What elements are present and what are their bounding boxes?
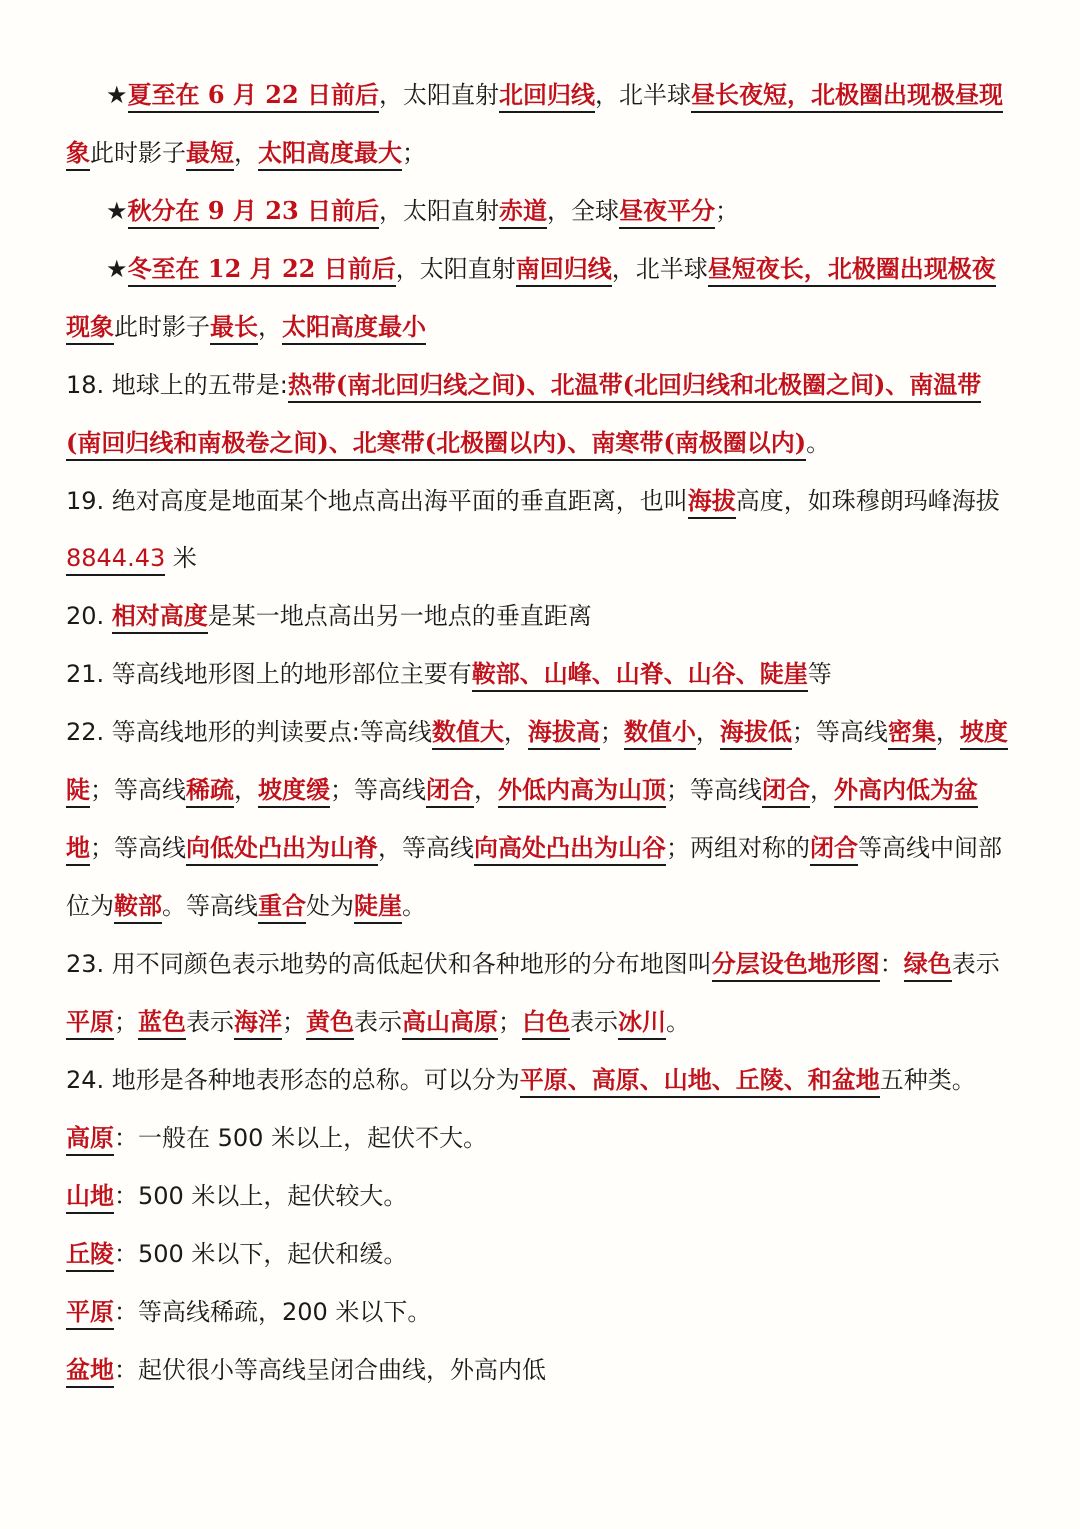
paragraph [66, 472, 1016, 587]
body-text: ★ [106, 197, 128, 225]
highlighted-term: 相对高度 [112, 601, 208, 634]
highlighted-term: 南回归线 [516, 254, 612, 287]
body-text: 23. 用不同颜色表示地势的高低起伏和各种地形的分布地图叫 [66, 950, 712, 978]
highlighted-term: 海拔 [688, 486, 736, 519]
paragraph [66, 66, 1016, 182]
body-text: ，太阳直射 [379, 81, 500, 109]
body-text: ，太阳直射 [395, 255, 516, 283]
highlighted-term: 数值小 [624, 717, 696, 750]
paragraph [66, 1225, 1016, 1283]
body-text: ， [695, 718, 720, 746]
highlighted-term: 外低内高为山顶 [498, 775, 666, 808]
highlighted-term: 海拔低 [720, 717, 792, 750]
highlighted-term: 蓝色 [138, 1007, 186, 1040]
body-text: 18. 地球上的五带是: [66, 371, 288, 399]
highlighted-term: 山地 [66, 1181, 114, 1214]
body-text: ；等高线 [666, 776, 762, 804]
highlighted-term: 分层设色地形图 [712, 949, 880, 982]
highlighted-term: 高原 [66, 1123, 114, 1156]
body-text: 20. [66, 602, 112, 630]
highlighted-term: 海洋 [234, 1007, 282, 1040]
highlighted-term: 平原、高原、山地、丘陵、和盆地 [520, 1065, 880, 1098]
body-text: ， [474, 776, 498, 804]
body-text: ，太阳直射 [379, 197, 500, 225]
body-text: ； [114, 1008, 138, 1036]
body-text: 。 [402, 892, 426, 920]
body-text: ； [715, 197, 740, 225]
highlighted-term: 闭合 [426, 775, 474, 808]
highlighted-term: 最短 [186, 138, 234, 171]
body-text: ；两组对称的 [666, 834, 810, 862]
highlighted-term: 赤道 [499, 196, 547, 229]
highlighted-term: 秋分在 9 月 23 日前后 [128, 196, 380, 229]
highlighted-term: 密集 [888, 717, 936, 750]
body-text: ， [810, 776, 834, 804]
highlighted-term: 最长 [210, 312, 258, 345]
body-text: 22. 等高线地形的判读要点:等高线 [66, 718, 432, 746]
body-text: 五种类。 [879, 1066, 976, 1094]
highlighted-term: 丘陵 [66, 1239, 114, 1272]
body-text: ； [498, 1008, 522, 1036]
body-text: ：等高线稀疏，200 米以下。 [114, 1298, 432, 1326]
body-text: 19. 绝对高度是地面某个地点高出海平面的垂直距离，也叫 [66, 487, 688, 515]
body-text: 表示 [354, 1008, 402, 1036]
body-text: ，等高线 [378, 834, 474, 862]
highlighted-term: 向高处凸出为山谷 [474, 833, 666, 866]
paragraph [66, 1341, 1016, 1399]
highlighted-term: 昼长夜短，北极圈出现极昼现象 [66, 80, 1003, 171]
body-text: 表示 [570, 1008, 618, 1036]
highlighted-term: 外高内低为盆地 [66, 775, 978, 866]
highlighted-term: 绿色 [904, 949, 952, 982]
highlighted-term: 北回归线 [499, 80, 595, 113]
body-text: ，全球 [547, 197, 620, 225]
body-text: 米 [165, 544, 197, 572]
paragraph [66, 1109, 1016, 1167]
body-text: ， [234, 139, 258, 167]
body-text: ★ [106, 81, 128, 109]
highlighted-term: 昼短夜长，北极圈出现极夜现象 [66, 254, 996, 345]
highlighted-term: 太阳高度最大 [258, 138, 402, 171]
body-text: 等高线中间部位为 [66, 834, 1002, 920]
body-text: 是某一地点高出另一地点的垂直距离 [207, 602, 592, 630]
highlighted-term: 白色 [522, 1007, 570, 1040]
body-text: ， [503, 718, 528, 746]
paragraph [66, 587, 1016, 645]
highlighted-term: 鞍部、山峰、山脊、山谷、陡崖 [472, 659, 808, 692]
body-text: ， [258, 313, 282, 341]
highlighted-term: 冬至在 12 月 22 日前后 [128, 254, 396, 287]
body-text: ★ [106, 255, 128, 283]
highlighted-term: 8844.43 [66, 544, 165, 576]
highlighted-term: 数值大 [432, 717, 504, 750]
highlighted-term: 闭合 [762, 775, 810, 808]
body-text: 等 [807, 660, 832, 688]
body-text: ，北半球 [595, 81, 692, 109]
body-text: ； [599, 718, 624, 746]
body-text: ；等高线 [791, 718, 888, 746]
paragraph [66, 703, 1016, 935]
highlighted-term: 闭合 [810, 833, 858, 866]
highlighted-term: 坡度缓 [258, 775, 330, 808]
body-text: ； [282, 1008, 306, 1036]
highlighted-term: 坡度陡 [66, 717, 1008, 808]
highlighted-term: 太阳高度最小 [282, 312, 426, 345]
highlighted-term: 冰川 [618, 1007, 666, 1040]
body-text: ；等高线 [330, 776, 426, 804]
body-text: 此时影子 [114, 313, 210, 341]
body-text: 处为 [306, 892, 354, 920]
body-text: ； [402, 139, 426, 167]
highlighted-term: 夏至在 6 月 22 日前后 [128, 80, 380, 113]
highlighted-term: 黄色 [306, 1007, 354, 1040]
highlighted-term: 向低处凸出为山脊 [186, 833, 378, 866]
highlighted-term: 热带(南北回归线之间)、北温带(北回归线和北极圈之间)、南温带(南回归线和南极卷之间)、北寒带(北极圈以内)、南寒带(南极圈以内) [66, 370, 981, 461]
body-text: 表示 [186, 1008, 234, 1036]
highlighted-term: 高山高原 [402, 1007, 498, 1040]
paragraph [66, 1051, 1016, 1109]
body-text: 24. 地形是各种地表形态的总称。可以分为 [66, 1066, 520, 1094]
body-text: ：500 米以上，起伏较大。 [114, 1182, 408, 1210]
body-text: 表示 [951, 950, 1000, 978]
body-text: ， [234, 776, 258, 804]
paragraph [66, 240, 1016, 356]
body-text: 此时影子 [90, 139, 186, 167]
document-page [66, 66, 1016, 1399]
body-text: 。等高线 [162, 892, 258, 920]
paragraph [66, 935, 1016, 1051]
highlighted-term: 稀疏 [186, 775, 234, 808]
body-text: 。 [806, 429, 831, 457]
highlighted-term: 陡崖 [354, 891, 402, 924]
paragraph [66, 645, 1016, 703]
body-text: ， [935, 718, 960, 746]
body-text: 高度，如珠穆朗玛峰海拔 [735, 487, 1000, 515]
highlighted-term: 鞍部 [114, 891, 162, 924]
paragraph [66, 356, 1016, 472]
highlighted-term: 昼夜平分 [619, 196, 715, 229]
body-text: ，北半球 [611, 255, 708, 283]
paragraph [66, 1283, 1016, 1341]
body-text: ：500 米以下，起伏和缓。 [114, 1240, 408, 1268]
highlighted-term: 平原 [66, 1007, 114, 1040]
body-text: ：一般在 500 米以上，起伏不大。 [114, 1124, 488, 1152]
highlighted-term: 海拔高 [528, 717, 600, 750]
highlighted-term: 重合 [258, 891, 306, 924]
body-text: 。 [666, 1008, 690, 1036]
paragraph [66, 1167, 1016, 1225]
body-text: ；等高线 [90, 834, 186, 862]
body-text: ：起伏很小等高线呈闭合曲线，外高内低 [114, 1356, 546, 1384]
highlighted-term: 盆地 [66, 1355, 114, 1388]
paragraph [66, 182, 1016, 240]
highlighted-term: 平原 [66, 1297, 114, 1330]
body-text: ： [879, 950, 904, 978]
body-text: ；等高线 [90, 776, 186, 804]
body-text: 21. 等高线地形图上的地形部位主要有 [66, 660, 472, 688]
